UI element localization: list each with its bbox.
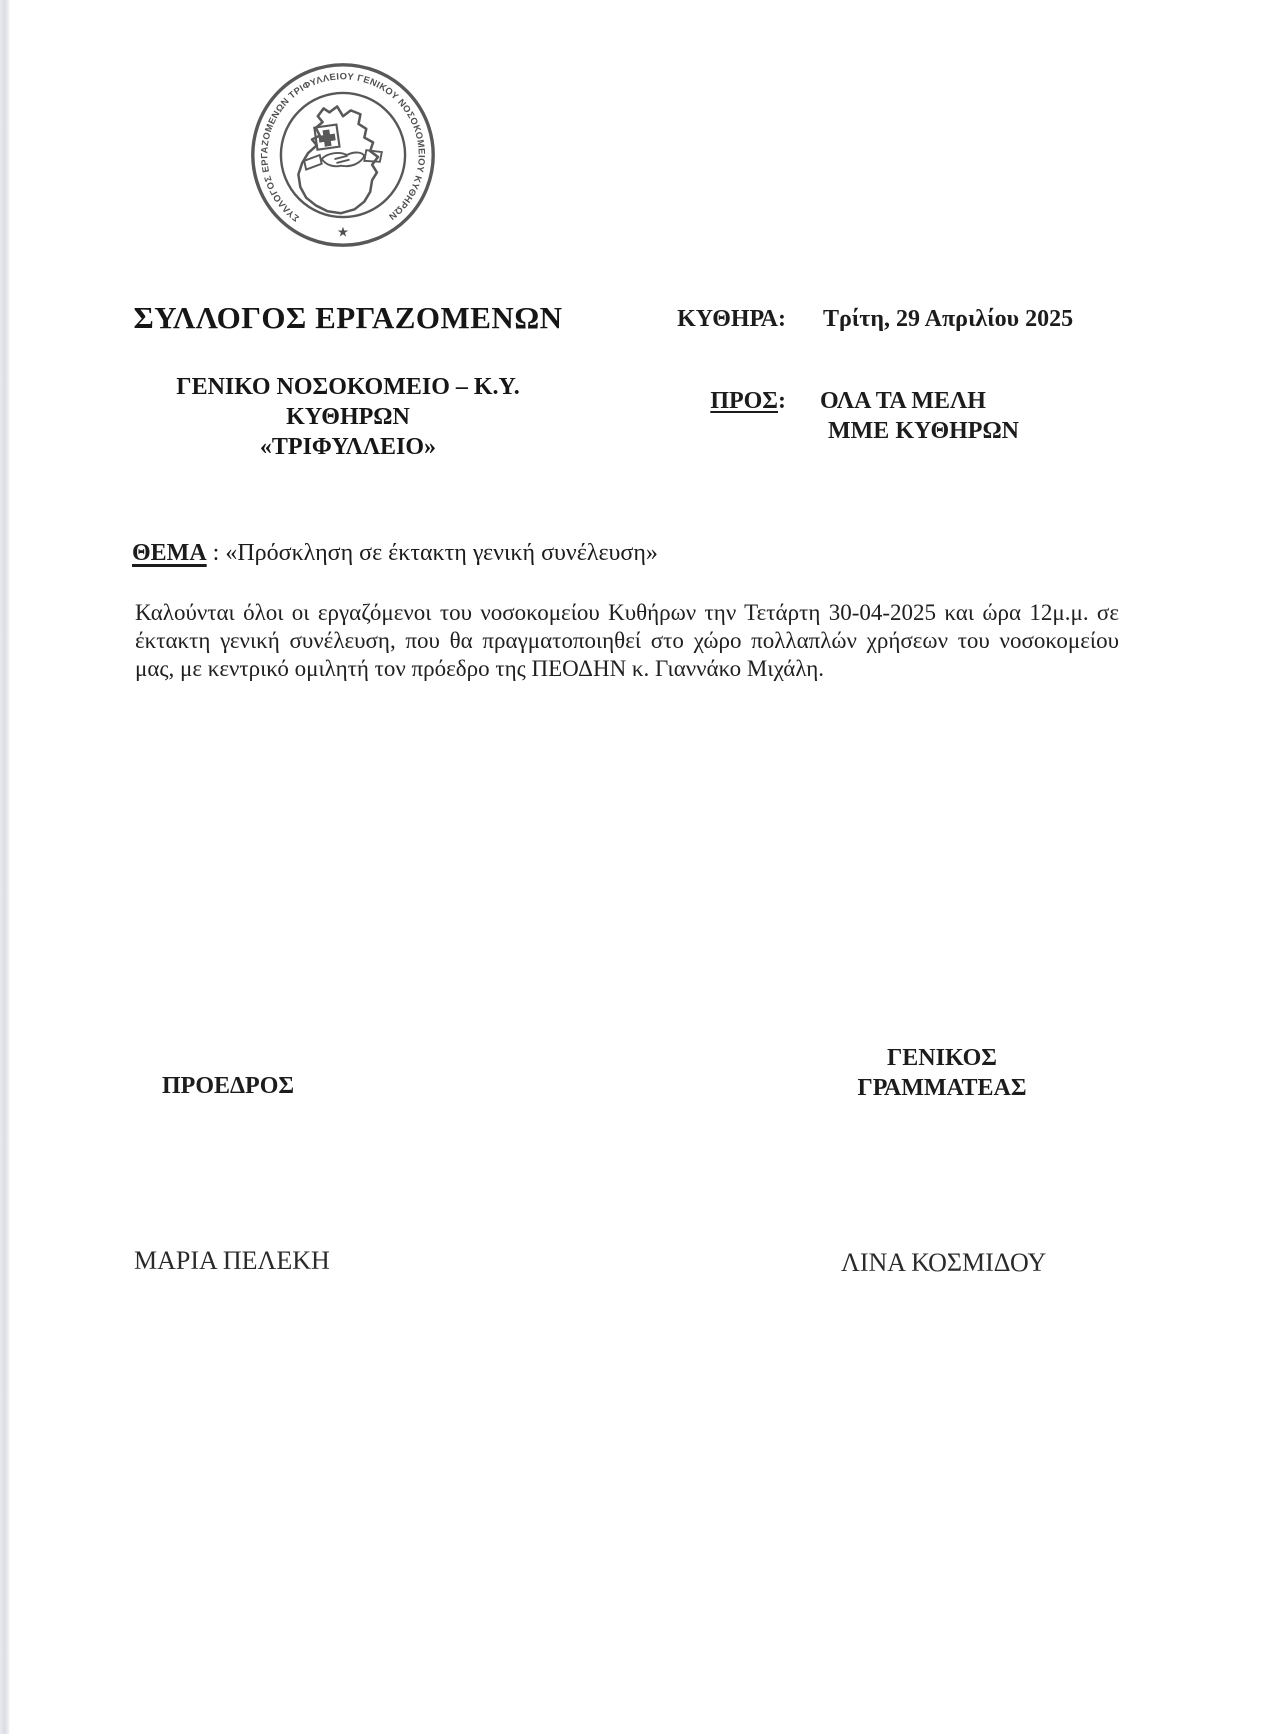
stamp-ring-text: ΣΥΛΛΟΓΟΣ ΕΡΓΑΖΟΜΕΝΩΝ ΤΡΙΦΥΛΛΕΙΟΥ ΓΕΝΙΚΟΥ ΝΟΣΟΚΟΜΕΙΟΥ ΚΥΘΗΡΩΝ [259, 71, 427, 224]
recipient-line-2: ΜΜΕ ΚΥΘΗΡΩΝ [828, 418, 1019, 444]
org-title: ΣΥΛΛΟΓΟΣ ΕΡΓΑΖΟΜΕΝΩΝ [133, 300, 563, 335]
to-label [598, 388, 786, 415]
secretary-title-line2: ΓΡΑΜΜΑΤΕΑΣ [857, 1075, 1027, 1101]
island-map-icon [298, 107, 378, 214]
secretary-title-line1: ΓΕΝΙΚΟΣ [887, 1045, 997, 1071]
association-stamp-logo [246, 58, 440, 252]
handshake-icon [304, 150, 382, 169]
to-label-colon: : [778, 388, 786, 414]
secretary-name: ΛΙΝΑ ΚΟΣΜΙΔΟΥ [841, 1248, 1047, 1277]
org-subtitle-hospital: ΓΕΝΙΚΟ ΝΟΣΟΚΟΜΕΙΟ – Κ.Υ. ΚΥΘΗΡΩΝ [176, 374, 520, 430]
body-paragraph: Καλούνται όλοι οι εργαζόμενοι του νοσοκομείου Κυθήρων την Τετάρτη 30-04-2025 και ώρα 12μ.μ. σε έκτακτη γενική συνέλευση, που θα πραγματοποιηθεί στο χώρο πολλαπλών χρήσεων του νοσοκομείου μας, με κεντρικό ομιλητή τον πρόεδρο της ΠΕΟΔΗΝ κ. Γιαννάκο Μιχάλη. [135, 600, 1119, 681]
org-subtitle-trifyllio: «ΤΡΙΦΥΛΛΕΙΟ» [259, 434, 437, 460]
to-label-text: ΠΡΟΣ [710, 388, 778, 414]
subject-separator: : [206, 540, 226, 566]
place-label: ΚΥΘΗΡΑ: [677, 306, 786, 332]
subject-text: «Πρόσκληση σε έκτακτη γενική συνέλευση» [225, 540, 658, 566]
recipient-line-1: ΟΛΑ ΤΑ ΜΕΛΗ [820, 388, 986, 414]
president-title: ΠΡΟΕΔΡΟΣ [162, 1073, 295, 1099]
org-subtitle-block [128, 372, 568, 462]
secretary-title [792, 1043, 1092, 1103]
subject-line [132, 540, 1132, 567]
president-name: ΜΑΡΙΑ ΠΕΛΕΚΗ [134, 1246, 330, 1275]
stamp-inner-ring [281, 93, 405, 217]
subject-label: ΘΕΜΑ [132, 540, 207, 566]
star-icon: ★ [336, 224, 350, 241]
date-text: Τρίτη, 29 Απριλίου 2025 [823, 306, 1074, 332]
page-edge-shadow [0, 0, 10, 1734]
